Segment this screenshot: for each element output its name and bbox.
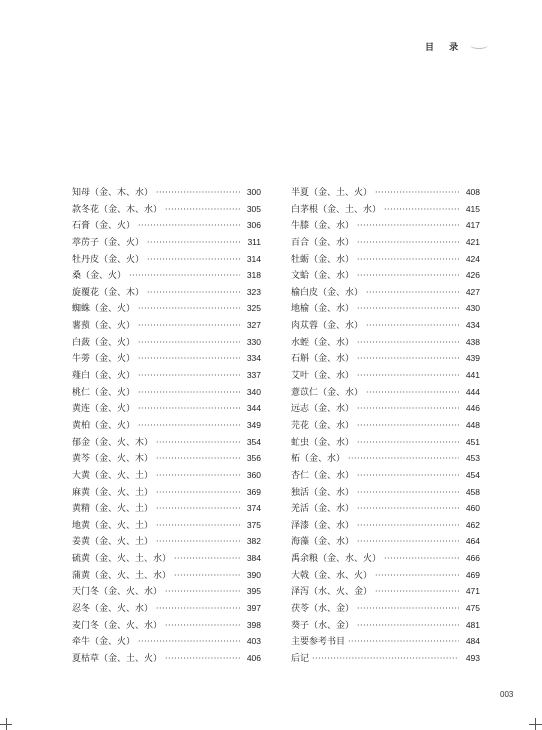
toc-leader-dots	[156, 185, 240, 202]
toc-leader-dots	[138, 351, 240, 368]
toc-entry[interactable]	[291, 184, 480, 201]
toc-entry-title: 知母（金、木、水）	[72, 188, 154, 198]
toc-leader-dots	[357, 468, 459, 485]
toc-entry-page: 421	[465, 236, 480, 247]
toc-leader-dots	[156, 518, 240, 535]
toc-entry[interactable]	[291, 201, 480, 218]
toc-leader-dots	[138, 634, 240, 651]
toc-entry-title: 大黄（金、火、土）	[72, 470, 154, 481]
toc-entry-title: 泽漆（金、水）	[291, 520, 355, 531]
toc-entry-page: 344	[246, 403, 261, 414]
toc-leader-dots	[357, 368, 459, 385]
toc-entry-title: 薤白（金、火）	[72, 371, 136, 382]
toc-leader-dots	[384, 202, 459, 219]
toc-entry-page: 417	[465, 220, 480, 231]
toc-entry-page: 460	[465, 503, 480, 514]
toc-entry[interactable]	[291, 234, 480, 251]
toc-entry-title: 葶苈子（金、火）	[72, 237, 145, 248]
toc-entry-title: 海藻（金、水）	[291, 537, 355, 548]
toc-entry[interactable]	[72, 434, 261, 451]
toc-entry-page: 354	[246, 436, 261, 447]
toc-entry-page: 334	[246, 353, 261, 364]
toc-entry-title: 薏苡仁（金、水）	[291, 387, 364, 398]
toc-entry-title: 羌活（金、水）	[291, 504, 355, 515]
toc-entry-page: 398	[246, 619, 261, 630]
toc-entry-page: 300	[246, 187, 261, 197]
toc-entry-page: 395	[246, 586, 261, 597]
toc-entry[interactable]	[291, 617, 480, 634]
toc-entry-page: 356	[246, 453, 261, 464]
toc-entry-page: 466	[465, 553, 480, 564]
toc-entry-page: 314	[246, 253, 261, 264]
toc-entry-title: 桃仁（金、火）	[72, 387, 136, 398]
toc-entry-title: 文蛤（金、水）	[291, 271, 355, 282]
toc-entry-title: 牡丹皮（金、火）	[72, 254, 145, 265]
toc-entry-title: 后记	[291, 653, 310, 664]
toc-entry[interactable]	[291, 334, 480, 351]
toc-leader-dots	[156, 451, 240, 468]
toc-entry-title: 肉苁蓉（金、水）	[291, 321, 364, 332]
toc-entry-title: 虻虫（金、水）	[291, 437, 355, 448]
toc-entry[interactable]	[291, 400, 480, 417]
toc-leader-dots	[357, 618, 459, 635]
toc-leader-dots	[357, 218, 459, 235]
toc-entry-page: 406	[246, 652, 261, 663]
toc-leader-dots	[357, 351, 459, 368]
toc-entry-page: 426	[465, 270, 480, 281]
toc-entry-title: 水蛭（金、水）	[291, 337, 355, 348]
toc-leader-dots	[156, 435, 240, 452]
toc-entry-page: 397	[246, 603, 261, 614]
toc-entry-page: 390	[246, 569, 261, 580]
toc-entry-title: 榆白皮（金、水）	[291, 287, 364, 298]
toc-entry-page: 446	[465, 403, 480, 414]
toc-entry[interactable]	[72, 450, 261, 467]
toc-leader-dots	[138, 401, 240, 418]
toc-entry-title: 茯苓（水、金）	[291, 604, 355, 615]
toc-column-right	[291, 184, 480, 667]
toc-leader-dots	[357, 601, 459, 618]
toc-entry-page: 330	[246, 336, 261, 347]
toc-entry-page: 454	[465, 469, 480, 480]
toc-entry[interactable]	[72, 300, 261, 317]
toc-entry-page: 453	[465, 453, 480, 464]
toc-entry-page: 374	[246, 503, 261, 514]
toc-entry-page: 340	[246, 386, 261, 397]
toc-entry-title: 姜黄（金、火、土）	[72, 537, 154, 548]
toc-entry[interactable]	[291, 251, 480, 268]
toc-entry-page: 462	[465, 519, 480, 530]
toc-leader-dots	[156, 468, 240, 485]
toc-entry[interactable]	[291, 500, 480, 517]
toc-entry-page: 327	[246, 320, 261, 331]
toc-entry-page: 471	[465, 586, 480, 597]
toc-leader-dots	[357, 435, 459, 452]
toc-entry[interactable]	[72, 317, 261, 334]
toc-entry[interactable]	[291, 467, 480, 484]
toc-entry-page: 430	[465, 303, 480, 314]
toc-entry[interactable]	[291, 217, 480, 234]
toc-column-left	[72, 184, 261, 667]
toc-entry-page: 441	[465, 370, 480, 381]
toc-leader-dots	[138, 368, 240, 385]
header-label: 目 录	[425, 43, 465, 53]
toc-entry-title: 黄芩（金、火、木）	[72, 454, 154, 465]
toc-leader-dots	[357, 252, 459, 269]
toc-entry-page: 464	[465, 536, 480, 547]
crop-mark-icon	[529, 724, 542, 725]
toc-entry[interactable]	[72, 201, 261, 218]
toc-entry-page: 311	[247, 236, 261, 247]
toc-leader-dots	[357, 518, 459, 535]
toc-leader-dots	[357, 501, 459, 518]
toc-entry[interactable]	[72, 600, 261, 617]
toc-entry-title: 郁金（金、火、木）	[72, 437, 154, 448]
toc-entry[interactable]	[72, 583, 261, 600]
toc-entry[interactable]	[291, 384, 480, 401]
page-number: 003	[500, 690, 514, 699]
toc-entry[interactable]	[72, 484, 261, 501]
toc-entry-title: 麦门冬（金、火、水）	[72, 620, 163, 631]
toc-entry-page: 448	[465, 419, 480, 430]
toc-entry-page: 481	[465, 619, 480, 630]
toc-entry-title: 地黄（金、火、土）	[72, 520, 154, 531]
toc-leader-dots	[348, 451, 459, 468]
toc-entry-title: 石斛（金、水）	[291, 354, 355, 365]
toc-entry[interactable]	[72, 184, 261, 201]
toc-entry[interactable]	[72, 350, 261, 367]
toc-leader-dots	[156, 501, 240, 518]
toc-entry[interactable]	[72, 633, 261, 650]
toc-entry[interactable]	[291, 417, 480, 434]
toc-entry[interactable]	[72, 367, 261, 384]
toc-entry[interactable]	[72, 617, 261, 634]
toc-entry-page: 469	[465, 569, 480, 580]
toc-entry[interactable]	[72, 467, 261, 484]
toc-leader-dots	[156, 601, 240, 618]
toc-entry[interactable]	[291, 533, 480, 550]
toc-entry[interactable]	[72, 550, 261, 567]
toc-entry-title: 柘（金、水）	[291, 454, 346, 465]
toc-entry-title: 夏枯草（金、土、火）	[72, 653, 163, 664]
toc-leader-dots	[366, 385, 459, 402]
toc-entry[interactable]	[72, 500, 261, 517]
toc-entry[interactable]	[291, 284, 480, 301]
toc-entry-title: 黄连（金、火）	[72, 404, 136, 415]
toc-entry-page: 349	[246, 419, 261, 430]
toc-entry-page: 325	[246, 303, 261, 314]
toc-entry-title: 蜘蛛（金、火）	[72, 304, 136, 315]
toc-entry-page: 403	[246, 636, 261, 647]
toc-entry-title: 主要参考书目	[291, 637, 346, 648]
toc-entry-title: 蒲黄（金、火、土、水）	[72, 570, 172, 581]
toc-entry[interactable]	[72, 533, 261, 550]
toc-entry-title: 天门冬（金、火、水）	[72, 587, 163, 598]
header-ornament-icon	[470, 42, 488, 49]
toc-entry-page: 415	[465, 203, 480, 214]
toc-entry-title: 黄精（金、火、土）	[72, 504, 154, 515]
toc-entry-title: 牛蒡（金、火）	[72, 354, 136, 365]
toc-leader-dots	[357, 418, 459, 435]
toc-entry[interactable]	[291, 517, 480, 534]
toc-entry[interactable]	[291, 650, 480, 667]
toc-entry-page: 427	[465, 286, 480, 297]
toc-entry-title: 泽泻（水、火、金）	[291, 587, 373, 598]
toc-leader-dots	[312, 651, 459, 668]
toc-entry[interactable]	[291, 567, 480, 584]
toc-leader-dots	[165, 584, 240, 601]
toc-entry[interactable]	[72, 417, 261, 434]
toc-entry-page: 493	[465, 652, 480, 663]
toc-entry-title: 葵子（水、金）	[291, 620, 355, 631]
toc-entry-page: 360	[246, 469, 261, 480]
toc-entry-page: 318	[246, 270, 261, 281]
toc-entry-title: 牛膝（金、水）	[291, 221, 355, 232]
toc-leader-dots	[147, 285, 240, 302]
toc-leader-dots	[174, 568, 240, 585]
toc-entry[interactable]	[72, 267, 261, 284]
toc-leader-dots	[138, 301, 240, 318]
toc-leader-dots	[384, 551, 459, 568]
toc-entry-page: 438	[465, 336, 480, 347]
toc-entry-title: 地榆（金、水）	[291, 304, 355, 315]
toc-entry[interactable]	[291, 550, 480, 567]
toc-entry-title: 艾叶（金、水）	[291, 371, 355, 382]
toc-entry-title: 旋覆花（金、木）	[72, 287, 145, 298]
toc-leader-dots	[138, 385, 240, 402]
toc-entry-title: 忍冬（金、火、水）	[72, 604, 154, 615]
toc-leader-dots	[138, 218, 240, 235]
toc-leader-dots	[366, 285, 459, 302]
toc-entry-title: 杏仁（金、水）	[291, 470, 355, 481]
toc-leader-dots	[357, 401, 459, 418]
toc-entry-page: 451	[465, 436, 480, 447]
toc-entry[interactable]	[72, 650, 261, 667]
toc-entry-page: 369	[246, 486, 261, 497]
toc-leader-dots	[348, 634, 459, 651]
toc-entry[interactable]	[72, 567, 261, 584]
toc-leader-dots	[357, 268, 459, 285]
toc-entry[interactable]	[291, 350, 480, 367]
toc-entry[interactable]	[72, 517, 261, 534]
toc-entry-title: 白蔹（金、火）	[72, 337, 136, 348]
toc-entry[interactable]	[291, 367, 480, 384]
toc-entry[interactable]	[72, 217, 261, 234]
toc-entry[interactable]	[291, 267, 480, 284]
toc-leader-dots	[138, 335, 240, 352]
crop-mark-icon	[0, 724, 12, 725]
toc-entry[interactable]	[291, 450, 480, 467]
toc-leader-dots	[147, 235, 240, 252]
toc-entry-page: 305	[246, 203, 261, 214]
toc-leader-dots	[366, 318, 459, 335]
toc-entry-title: 大戟（金、水、火）	[291, 570, 373, 581]
toc-entry-page: 439	[465, 353, 480, 364]
toc-entry-page: 323	[246, 286, 261, 297]
toc-entry-page: 382	[246, 536, 261, 547]
toc-leader-dots	[357, 534, 459, 551]
toc-leader-dots	[165, 202, 240, 219]
toc-entry[interactable]	[291, 434, 480, 451]
toc-leader-dots	[165, 618, 240, 635]
toc-leader-dots	[357, 235, 459, 252]
toc-entry-title: 麻黄（金、火、土）	[72, 487, 154, 498]
toc-entry-page: 458	[465, 486, 480, 497]
toc-entry[interactable]	[72, 384, 261, 401]
toc-entry-page: 444	[465, 386, 480, 397]
toc-entry-title: 芫花（金、水）	[291, 420, 355, 431]
toc-entry[interactable]	[291, 484, 480, 501]
toc-entry-title: 牡蛎（金、水）	[291, 254, 355, 265]
toc-leader-dots	[357, 301, 459, 318]
toc-leader-dots	[375, 185, 459, 202]
toc-entry[interactable]	[291, 633, 480, 650]
toc-entry-page: 375	[246, 519, 261, 530]
toc-entry-title: 硫黄（金、火、土、水）	[72, 554, 172, 565]
toc-entry-page: 408	[465, 187, 480, 197]
toc-entry[interactable]	[72, 334, 261, 351]
toc-entry[interactable]	[291, 583, 480, 600]
toc-entry[interactable]	[291, 317, 480, 334]
toc-entry-page: 337	[246, 370, 261, 381]
toc-entry[interactable]	[291, 300, 480, 317]
toc-entry-page: 475	[465, 603, 480, 614]
toc-entry[interactable]	[72, 400, 261, 417]
toc-entry-title: 款冬花（金、木、水）	[72, 204, 163, 215]
toc-entry-title: 远志（金、水）	[291, 404, 355, 415]
toc-leader-dots	[357, 485, 459, 502]
toc-entry-page: 384	[246, 553, 261, 564]
toc-leader-dots	[138, 418, 240, 435]
toc-entry[interactable]	[72, 234, 261, 251]
toc-entry-title: 黄柏（金、火）	[72, 420, 136, 431]
toc-entry-title: 石膏（金、火）	[72, 221, 136, 232]
toc-entry-title: 薯蓣（金、火）	[72, 321, 136, 332]
toc-entry-title: 独活（金、水）	[291, 487, 355, 498]
toc-leader-dots	[138, 318, 240, 335]
toc-leader-dots	[147, 252, 240, 269]
toc-entry-page: 306	[246, 220, 261, 231]
toc-leader-dots	[174, 551, 240, 568]
toc-entry[interactable]	[72, 251, 261, 268]
toc-leader-dots	[156, 534, 240, 551]
toc-leader-dots	[165, 651, 240, 668]
toc-entry-title: 禹余粮（金、水、火）	[291, 554, 382, 565]
toc-entry-title: 牵牛（金、火）	[72, 637, 136, 648]
toc-entry-title: 半夏（金、土、火）	[291, 188, 373, 198]
toc-entry[interactable]	[291, 600, 480, 617]
toc-entry-page: 434	[465, 320, 480, 331]
toc-entry[interactable]	[72, 284, 261, 301]
toc-entry-page: 484	[465, 636, 480, 647]
toc-entry-title: 百合（金、水）	[291, 237, 355, 248]
toc-entry-title: 桑（金、火）	[72, 271, 127, 282]
toc-entry-title: 白茅根（金、土、水）	[291, 204, 382, 215]
toc-leader-dots	[375, 568, 459, 585]
toc-entry-page: 424	[465, 253, 480, 264]
toc-leader-dots	[375, 584, 459, 601]
toc-leader-dots	[156, 485, 240, 502]
toc-leader-dots	[357, 335, 459, 352]
toc-leader-dots	[129, 268, 240, 285]
